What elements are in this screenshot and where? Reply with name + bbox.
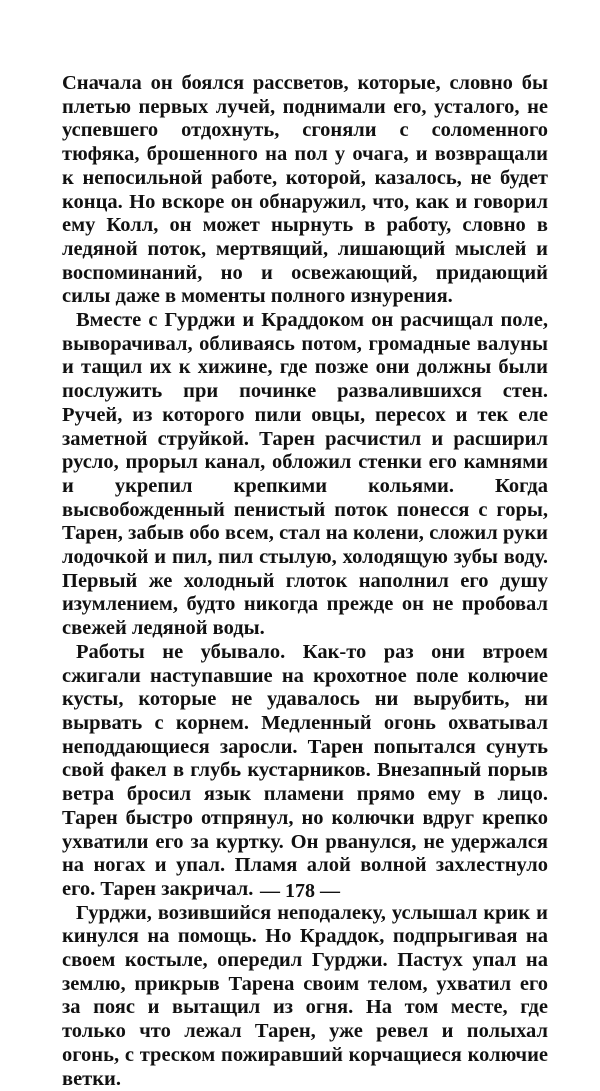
page-body bbox=[62, 72, 548, 1091]
page-number: — 178 — bbox=[260, 880, 340, 902]
paragraph-1: Сначала он боялся рассветов, которые, словно бы плетью первых лучей, поднимали его, усталого, не успевшего отдохнуть, сгоняли с соломенного тюфяка, брошенного на пол у очага, и возвращали к непосильной работе, которой, казалось, не будет конца. Но вскоре он обнаружил, что, как и говорил ему Колл, он может нырнуть в работу, словно в ледяной поток, мертвящий, лишающий мыслей и воспоминаний, но и освежающий, придающий силы даже в моменты полного изнурения. bbox=[62, 72, 548, 308]
paragraph-2: Вместе с Гурджи и Краддоком он расчищал поле, выворачивал, обливаясь потом, громадные валуны и тащил их к хижине, где позже они должны были послужить при починке развалившихся стен. Ручей, из которого пили овцы, пересох и тек еле заметной струйкой. Тарен расчистил и расширил русло, прорыл канал, обложил стенки его камнями и укрепил крепкими кольями. Когда высвобожденный пенистый поток понесся с горы, Тарен, забыв обо всем, стал на колени, сложил руки лодочкой и пил, пил стылую, холодящую зубы воду. Первый же холодный глоток наполнил его душу изумлением, будто никогда прежде он не пробовал свежей ледяной воды. bbox=[62, 309, 548, 640]
paragraph-4: Гурджи, возившийся неподалеку, услышал крик и кинулся на помощь. Но Краддок, подпрыгивая на своем костыле, опередил Гурджи. Пастух упал на землю, прикрыв Тарена своим телом, ухватил его за пояс и вытащил из огня. На том месте, где только что лежал Тарен, уже ревел и полыхал огонь, с треском пожиравший корчащиеся колючие ветки. bbox=[62, 901, 548, 1090]
paragraph-3: Работы не убывало. Как-то раз они втроем сжигали наступавшие на крохотное поле колючие кусты, которые не удавалось ни вырубить, ни вырвать с корнем. Медленный огонь охватывал неподдающиеся заросли. Тарен попытался сунуть свой факел в глубь кустарников. Внезапный порыв ветра бросил язык пламени прямо ему в лицо. Тарен быстро отпрянул, но колючки вдруг крепко ухватили его за куртку. Он рванулся, не удержался на ногах и упал. Пламя алой волной захлестнуло его. Тарен закричал. bbox=[62, 640, 548, 900]
